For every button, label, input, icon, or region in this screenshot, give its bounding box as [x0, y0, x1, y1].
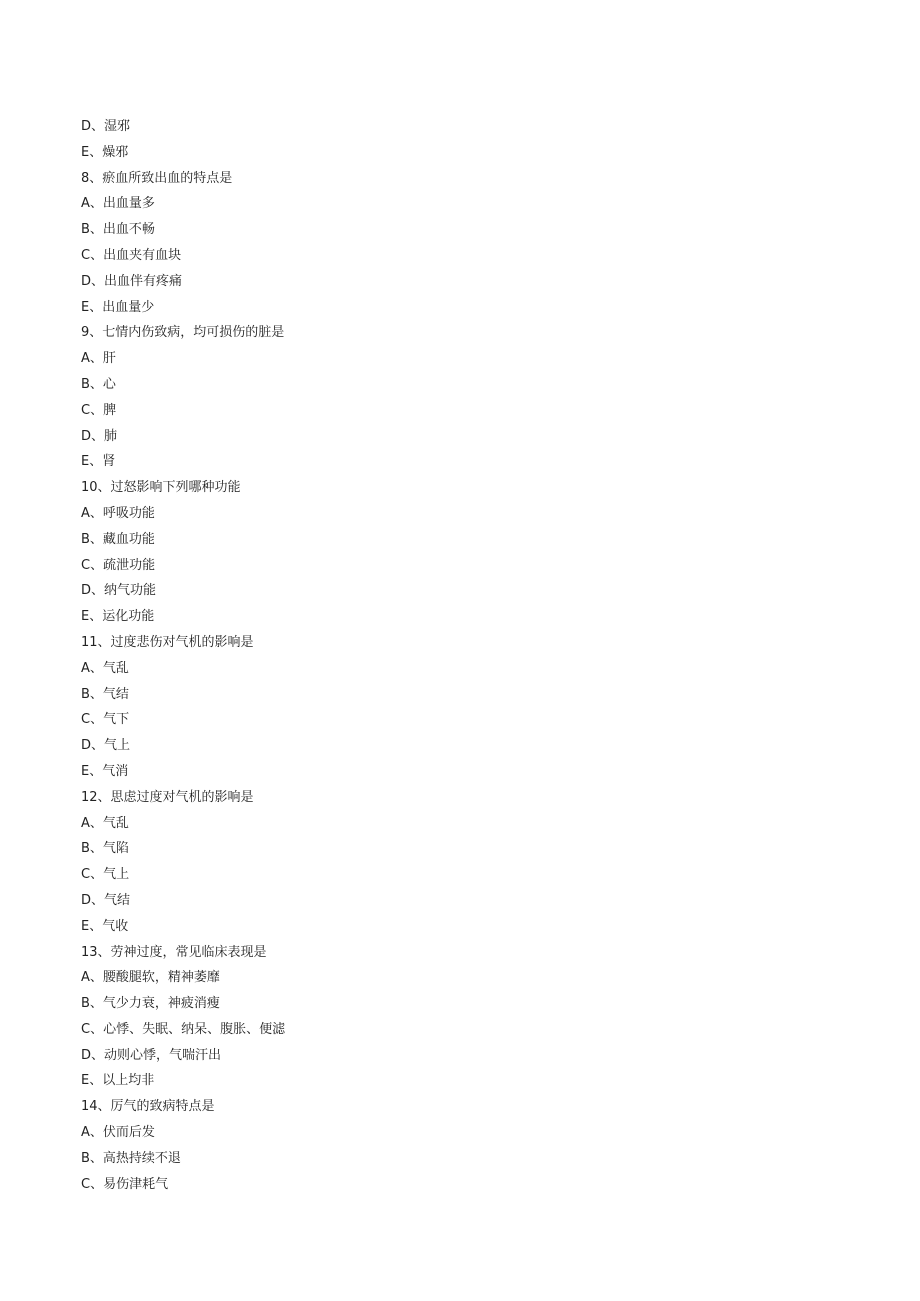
question-line: 10、过怒影响下列哪种功能 — [81, 480, 241, 496]
option-line: C、出血夹有血块 — [81, 247, 182, 263]
option-line: D、湿邪 — [81, 119, 131, 134]
question-line: 13、劳神过度，常见临床表现是 — [81, 944, 267, 960]
option-line: B、气陷 — [81, 841, 129, 857]
option-line: C、气下 — [81, 712, 130, 728]
option-line: B、气少力衰，神疲消瘦 — [81, 996, 220, 1012]
option-line: C、气上 — [81, 867, 130, 883]
option-line: D、出血伴有疼痛 — [81, 273, 183, 289]
option-line: A、伏而后发 — [81, 1125, 155, 1141]
option-line: E、气收 — [81, 918, 129, 934]
option-line: E、气消 — [81, 763, 129, 779]
option-line: A、肝 — [81, 351, 116, 367]
option-line: D、纳气功能 — [81, 583, 157, 599]
option-line: A、呼吸功能 — [81, 505, 155, 521]
option-line: B、出血不畅 — [81, 222, 155, 238]
option-line: C、脾 — [81, 402, 117, 418]
question-line: 9、七情内伤致病，均可损伤的脏是 — [81, 325, 285, 341]
option-line: C、易伤津耗气 — [81, 1176, 169, 1192]
option-line: E、运化功能 — [81, 609, 155, 625]
option-line: A、腰酸腿软，精神萎靡 — [81, 970, 220, 986]
question-line: 14、厉气的致病特点是 — [81, 1099, 215, 1115]
option-line: A、出血量多 — [81, 196, 155, 212]
option-line: E、肾 — [81, 454, 116, 470]
option-line: B、心 — [81, 376, 116, 392]
option-line: D、气上 — [81, 738, 131, 754]
option-line: E、出血量少 — [81, 299, 155, 315]
option-line: C、疏泄功能 — [81, 557, 156, 573]
option-line: E、燥邪 — [81, 144, 129, 160]
question-list — [81, 114, 881, 1197]
option-line: B、藏血功能 — [81, 531, 155, 547]
option-line: D、动则心悸，气喘汗出 — [81, 1047, 222, 1063]
option-line: B、高热持续不退 — [81, 1150, 181, 1166]
option-line: C、心悸、失眠、纳呆、腹胀、便滤 — [81, 1021, 286, 1037]
option-line: D、肺 — [81, 428, 118, 444]
option-line: B、气结 — [81, 686, 129, 702]
option-line: E、以上均非 — [81, 1073, 155, 1089]
question-line: 8、瘀血所致出血的特点是 — [81, 170, 233, 186]
option-line: A、气乱 — [81, 815, 129, 831]
question-line: 11、过度悲伤对气机的影响是 — [81, 634, 254, 650]
option-line: A、气乱 — [81, 660, 129, 676]
option-line: D、气结 — [81, 892, 131, 908]
question-line: 12、思虑过度对气机的影响是 — [81, 789, 254, 805]
